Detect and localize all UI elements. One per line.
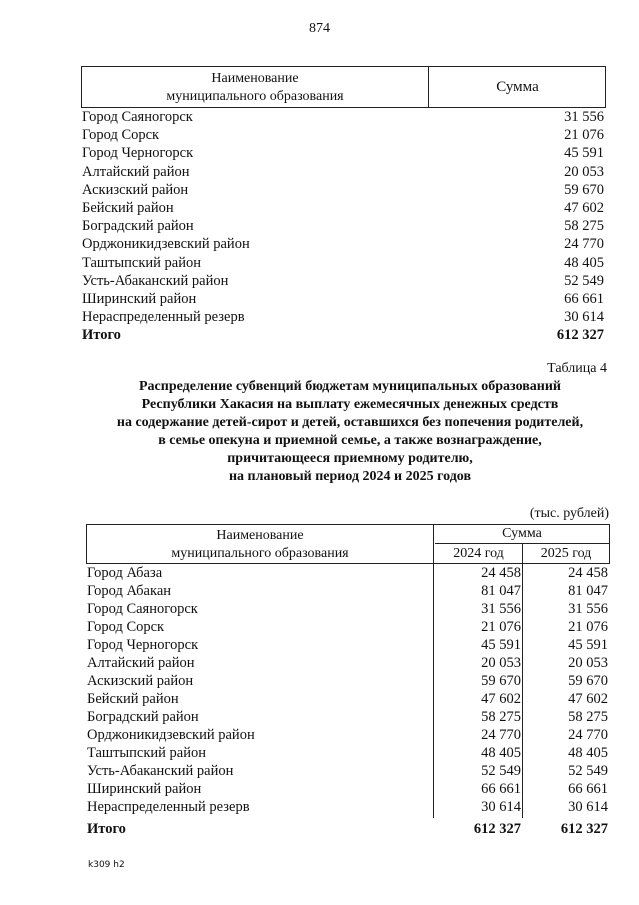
title-line: Республики Хакасия на выплату ежемесячных денежных средств [141, 397, 559, 412]
units-label: (тыс. рублей) [529, 506, 609, 521]
table-row [82, 126, 604, 144]
row-value: 47 602 [564, 199, 604, 216]
table-row [87, 726, 608, 744]
row-value-2025: 52 549 [568, 763, 608, 779]
row-name: Алтайский район [82, 163, 190, 180]
title-line: на плановый период 2024 и 2025 годов [228, 469, 472, 484]
row-name: Таштыпский район [82, 254, 202, 271]
row-name: Алтайский район [87, 655, 195, 671]
table-number: Таблица 4 [547, 361, 607, 376]
row-name: Бейский район [82, 199, 174, 216]
row-value-2025: 24 770 [568, 727, 608, 743]
row-name: Таштыпский район [87, 745, 207, 761]
table2-body [87, 564, 608, 838]
total-value-2024: 612 327 [473, 821, 521, 837]
table-row [87, 744, 608, 762]
title-line: причитающееся приемному родителю, [227, 451, 473, 466]
table-row [87, 564, 608, 582]
table1-body [82, 108, 604, 344]
row-value: 30 614 [564, 309, 604, 326]
row-name: Орджоникидзевский район [82, 236, 250, 253]
row-name: Ширинский район [87, 781, 202, 797]
table-row [82, 272, 604, 290]
table-row [87, 600, 608, 618]
row-value-2025: 31 556 [568, 601, 608, 617]
row-value-2025: 66 661 [568, 781, 608, 797]
table1-header [81, 66, 606, 108]
table-row [82, 217, 604, 235]
row-name: Город Сорск [82, 127, 160, 144]
row-value: 21 076 [564, 127, 604, 144]
row-name: Нераспределенный резерв [82, 309, 245, 326]
row-value-2025: 58 275 [568, 709, 608, 725]
row-value-2024: 48 405 [481, 745, 521, 761]
row-name: Нераспределенный резерв [87, 799, 250, 815]
row-value-2024: 52 549 [481, 763, 521, 779]
table-row [82, 181, 604, 199]
table2-header-year2: 2025 год [540, 546, 592, 561]
table-row [87, 762, 608, 780]
table2-header-name-line1: Наименование [216, 528, 304, 543]
table-row [82, 144, 604, 162]
row-name: Город Черногорск [82, 145, 194, 162]
table-row [87, 690, 608, 708]
row-value: 48 405 [564, 254, 604, 271]
table2-total-row [87, 820, 608, 838]
row-value-2024: 31 556 [481, 601, 521, 617]
row-value: 31 556 [564, 109, 604, 125]
row-value: 66 661 [564, 290, 604, 307]
table1-header-sum: Сумма [496, 79, 539, 95]
row-name: Боградский район [87, 709, 199, 725]
row-value-2025: 24 458 [568, 565, 608, 581]
table1-total-row [82, 326, 604, 344]
table-row [87, 708, 608, 726]
title-line: в семье опекуна и приемной семье, а также вознаграждение, [158, 433, 542, 448]
row-value-2024: 30 614 [481, 799, 521, 815]
table1-header-name [82, 67, 429, 107]
table-row [82, 254, 604, 272]
total-label: Итого [82, 327, 121, 344]
row-value: 45 591 [564, 145, 604, 162]
table-row [82, 163, 604, 181]
row-value-2025: 30 614 [568, 799, 608, 815]
table-row [82, 308, 604, 326]
row-value-2025: 81 047 [568, 583, 608, 599]
table-row [87, 798, 608, 816]
row-value-2024: 59 670 [481, 673, 521, 689]
table-row [87, 582, 608, 600]
row-value-2025: 48 405 [568, 745, 608, 761]
row-name: Аскизский район [87, 673, 194, 689]
row-name: Город Саяногорск [82, 109, 193, 125]
title-line: Распределение субвенций бюджетам муниципальных образований [139, 379, 561, 394]
total-value-2025: 612 327 [560, 821, 608, 837]
table1-header-name-line2: муниципального образования [166, 89, 344, 104]
row-value-2024: 20 053 [481, 655, 521, 671]
row-name: Город Черногорск [87, 637, 199, 653]
row-value-2024: 58 275 [481, 709, 521, 725]
row-name: Город Абаза [87, 565, 163, 581]
row-value-2025: 59 670 [568, 673, 608, 689]
total-value: 612 327 [556, 327, 604, 344]
table-row [87, 672, 608, 690]
row-name: Усть-Абаканский район [87, 763, 234, 779]
title-line: на содержание детей-сирот и детей, оставшихся без попечения родителей, [116, 415, 584, 430]
table-row [82, 199, 604, 217]
row-value-2024: 81 047 [481, 583, 521, 599]
page-number: 874 [309, 21, 330, 36]
row-value-2024: 47 602 [481, 691, 521, 707]
table1-header-name-line1: Наименование [211, 71, 299, 86]
table-row [82, 108, 604, 126]
row-name: Боградский район [82, 218, 194, 235]
row-value: 20 053 [564, 163, 604, 180]
row-name: Город Абакан [87, 583, 172, 599]
table-row [82, 290, 604, 308]
row-name: Бейский район [87, 691, 179, 707]
table2-header-name-line2: муниципального образования [171, 546, 349, 561]
row-value: 24 770 [564, 236, 604, 253]
row-value-2025: 47 602 [568, 691, 608, 707]
row-value-2024: 24 458 [481, 565, 521, 581]
row-value-2024: 45 591 [481, 637, 521, 653]
table-row [87, 780, 608, 798]
row-name: Аскизский район [82, 181, 189, 198]
table2-header-year1: 2024 год [435, 544, 523, 563]
row-value-2024: 24 770 [481, 727, 521, 743]
row-value-2025: 21 076 [568, 619, 608, 635]
footer-code: k309 h2 [88, 860, 125, 870]
row-value-2024: 66 661 [481, 781, 521, 797]
row-name: Город Саяногорск [87, 601, 198, 617]
row-name: Ширинский район [82, 290, 197, 307]
row-value: 58 275 [564, 218, 604, 235]
row-value: 52 549 [564, 272, 604, 289]
table2-title [80, 378, 620, 486]
row-value-2025: 20 053 [568, 655, 608, 671]
table2-header [86, 524, 610, 564]
row-name: Усть-Абаканский район [82, 272, 229, 289]
total-label: Итого [87, 821, 126, 837]
row-value: 59 670 [564, 181, 604, 198]
table2-header-sum: Сумма [435, 525, 609, 544]
row-name: Город Сорск [87, 619, 165, 635]
row-name: Орджоникидзевский район [87, 727, 255, 743]
table-row [82, 235, 604, 253]
row-value-2024: 21 076 [481, 619, 521, 635]
table-row [87, 636, 608, 654]
table2-header-name [87, 525, 434, 563]
table-row [87, 654, 608, 672]
row-value-2025: 45 591 [568, 637, 608, 653]
table-row [87, 618, 608, 636]
